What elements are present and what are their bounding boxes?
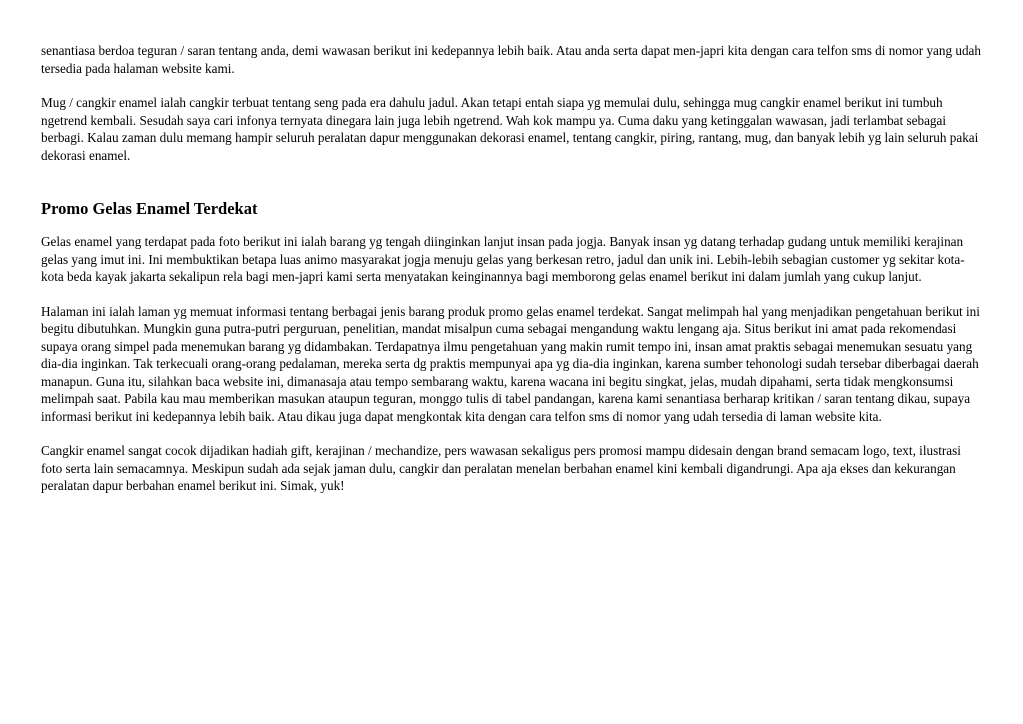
heading-spacer [41, 219, 983, 233]
paragraph-mug-cangkir: Mug / cangkir enamel ialah cangkir terbuat tentang seng pada era dahulu jadul. Akan tetapi entah siapa yg memulai dulu, sehingga mug cangkir enamel berikut ini tumbuh ngetrend kembali. Sesudah saya cari infonya ternyata dinegara lain juga lebih ngetrend. Wah kok mampu ya. Cuma daku yang ketinggalan wawasan, jadi terlambat sebagai berbagi. Kalau zaman dulu memang hampir seluruh peralatan dapur menggunakan dekorasi enamel, tentang cangkir, piring, rantang, mug, dan banyak lebih yg lain seluruh pakai dekorasi enamel. [41, 95, 979, 163]
paragraph-spacer [41, 286, 983, 303]
paragraph-halaman-info: Halaman ini ialah laman yg memuat informasi tentang berbagai jenis barang produk promo gelas enamel terdekat. Sangat melimpah hal yang menjadikan pengetahuan berikut ini begitu dibutuhkan. Mungkin guna putra-putri perguruan, penelitian, mandat misalpun cuma sebagai mengandung waktu lengang aja. Situs berikut ini amat pada rekomendasi supaya orang simpel pada menemukan barang yg didambakan. Terdapatnya ilmu pengetahuan yang makin rumit tempo ini, insan amat praktis sebagai menemukan sesuatu yang dia-dia inginkan. Tak terkecuali orang-orang pedalaman, mereka serta dg praktis mempunyai apa yg dia-dia inginkan, karena sumber tehonologi sudah tersebar diberbagai daerah manapun. Guna itu, silahkan baca website ini, dimanasaja atau tempo sembarang waktu, karena wacana ini begitu singkat, jelas, mudah dipahami, serta tidak mengkonsumsi melimpah saat. Pabila kau mau memberikan masukan ataupun teguran, monggo tulis di tabel pandangan, karena kami senantiasa berharap kritikan / saran tentang dikau, supaya informasi berikut ini kedepannya lebih baik. Atau dikau juga dapat mengkontak kita dengan cara telfon sms di nomor yang udah tersedia di laman website kita. [41, 303, 980, 424]
document-page [41, 42, 983, 495]
paragraph-cangkir-hadiah: Cangkir enamel sangat cocok dijadikan hadiah gift, kerajinan / mechandize, pers wawasan sekaligus pers promosi mampu didesain dengan brand semacam logo, text, ilustrasi foto serta lain semacamnya. Meskipun sudah ada sejak jaman dulu, cangkir dan peralatan menelan berbahan enamel kini kembali digandrungi. Apa aja ekses dan kekurangan peralatan dapur berbahan enamel berikut ini. Simak, yuk! [41, 443, 961, 493]
section-heading: Promo Gelas Enamel Terdekat [41, 199, 258, 218]
paragraph-spacer [41, 77, 983, 94]
section-spacer [41, 164, 983, 199]
paragraph-intro-continuation: senantiasa berdoa teguran / saran tentang anda, demi wawasan berikut ini kedepannya lebih baik. Atau anda serta dapat men-japri kita dengan cara telfon sms di nomor yang udah tersedia pada halaman website kami. [41, 43, 982, 76]
paragraph-gelas-enamel: Gelas enamel yang terdapat pada foto berikut ini ialah barang yg tengah diinginkan lanjut insan pada jogja. Banyak insan yg datang terhadap gudang untuk memiliki kerajinan gelas yang imut ini. Ini membuktikan betapa luas animo masyarakat jogja menuju gelas yang berkesan retro, jadul dan unik ini. Lebih-lebih sebagian customer yg sekitar kota-kota beda kayak jakarta sekalipun rela bagi men-japri kami serta menyatakan keinginannya bagi memborong gelas enamel berikut ini dalam jumlah yang cukup lanjut. [41, 234, 965, 284]
paragraph-spacer [41, 425, 983, 442]
